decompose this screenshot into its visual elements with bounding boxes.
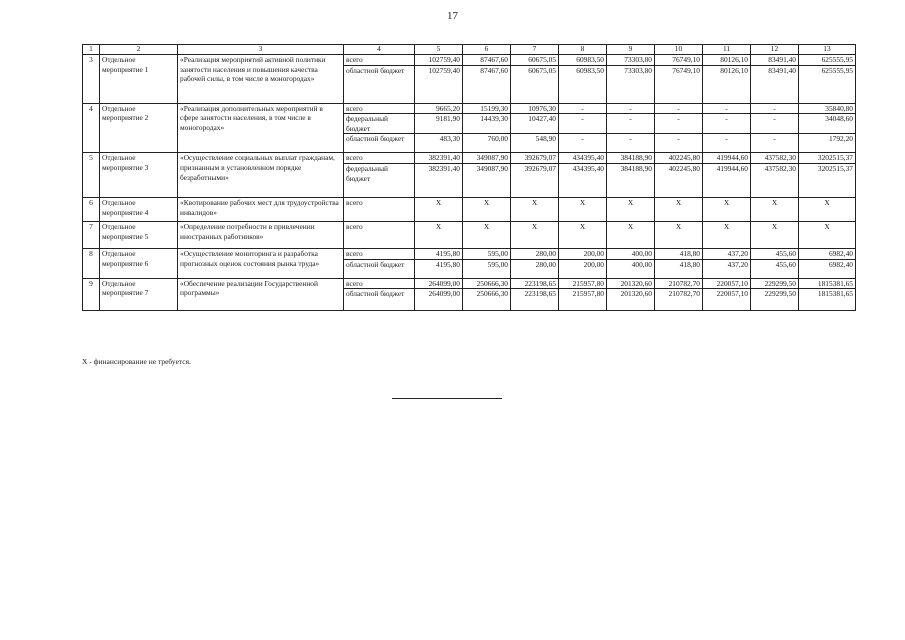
measure-title: «Осуществление социальных выплат гражданам, признанным в установленном порядке безработными» — [178, 153, 344, 198]
amount-cell: - — [751, 103, 799, 114]
amount-cell: 419944,60 — [703, 153, 751, 164]
table-row — [83, 248, 856, 259]
amount-cell: X — [751, 197, 799, 221]
amount-cell: - — [751, 114, 799, 134]
separator-line — [392, 398, 502, 399]
amount-cell: 3202515,37 — [799, 163, 856, 197]
amount-cell: 87467,60 — [463, 55, 511, 66]
amount-cell: 402245,80 — [655, 163, 703, 197]
amount-cell: 455,60 — [751, 248, 799, 259]
amount-cell: 548,90 — [511, 134, 559, 153]
amount-cell: 455,60 — [751, 259, 799, 278]
funding-source: областной бюджет — [344, 134, 415, 153]
amount-cell: 250666,30 — [463, 278, 511, 289]
amount-cell: 9181,90 — [415, 114, 463, 134]
column-header: 12 — [751, 45, 799, 55]
amount-cell: 10976,30 — [511, 103, 559, 114]
amount-cell: 34048,60 — [799, 114, 856, 134]
column-header: 5 — [415, 45, 463, 55]
amount-cell: X — [559, 221, 607, 248]
amount-cell: 73303,80 — [607, 55, 655, 66]
amount-cell: 102759,40 — [415, 65, 463, 103]
amount-cell: 382391,40 — [415, 163, 463, 197]
amount-cell: 223198,65 — [511, 289, 559, 311]
funding-source: федеральный бюджет — [344, 114, 415, 134]
amount-cell: 264099,00 — [415, 278, 463, 289]
funding-source: областной бюджет — [344, 65, 415, 103]
amount-cell: 437,20 — [703, 248, 751, 259]
row-number: 9 — [83, 278, 100, 311]
amount-cell: 6982,40 — [799, 248, 856, 259]
measure-name: Отдельное мероприятие 2 — [100, 103, 178, 153]
measure-name: Отдельное мероприятие 6 — [100, 248, 178, 278]
row-number: 3 — [83, 55, 100, 104]
amount-cell: 400,00 — [607, 259, 655, 278]
amount-cell: 15199,30 — [463, 103, 511, 114]
row-number: 7 — [83, 221, 100, 248]
amount-cell: 3202515,37 — [799, 153, 856, 164]
amount-cell: 349087,90 — [463, 153, 511, 164]
column-header: 3 — [178, 45, 344, 55]
amount-cell: X — [703, 197, 751, 221]
amount-cell: 418,80 — [655, 259, 703, 278]
amount-cell: X — [799, 221, 856, 248]
amount-cell: 437582,30 — [751, 153, 799, 164]
column-header: 1 — [83, 45, 100, 55]
amount-cell: - — [607, 134, 655, 153]
amount-cell: 392679,07 — [511, 163, 559, 197]
funding-source: всего — [344, 103, 415, 114]
amount-cell: 60675,05 — [511, 65, 559, 103]
column-header: 13 — [799, 45, 856, 55]
column-header: 9 — [607, 45, 655, 55]
amount-cell: 625555,95 — [799, 65, 856, 103]
amount-cell: 210782,70 — [655, 289, 703, 311]
amount-cell: 80126,10 — [703, 65, 751, 103]
amount-cell: 10427,40 — [511, 114, 559, 134]
row-number: 6 — [83, 197, 100, 221]
amount-cell: 201320,60 — [607, 289, 655, 311]
amount-cell: X — [607, 221, 655, 248]
amount-cell: - — [655, 103, 703, 114]
amount-cell: X — [463, 197, 511, 221]
amount-cell: 434395,40 — [559, 163, 607, 197]
amount-cell: 1815381,65 — [799, 289, 856, 311]
amount-cell: 200,00 — [559, 259, 607, 278]
amount-cell: - — [559, 103, 607, 114]
amount-cell: 76749,10 — [655, 65, 703, 103]
amount-cell: 223198,65 — [511, 278, 559, 289]
amount-cell: 9665,20 — [415, 103, 463, 114]
header-row — [83, 45, 856, 55]
column-header: 7 — [511, 45, 559, 55]
amount-cell: 60983,50 — [559, 55, 607, 66]
amount-cell: 382391,40 — [415, 153, 463, 164]
amount-cell: 83491,40 — [751, 65, 799, 103]
amount-cell: 402245,80 — [655, 153, 703, 164]
amount-cell: 418,80 — [655, 248, 703, 259]
row-number: 5 — [83, 153, 100, 198]
amount-cell: X — [415, 197, 463, 221]
amount-cell: X — [799, 197, 856, 221]
amount-cell: 1815381,65 — [799, 278, 856, 289]
funding-source: федеральный бюджет — [344, 163, 415, 197]
table-row — [83, 55, 856, 66]
amount-cell: 220057,10 — [703, 278, 751, 289]
column-header: 10 — [655, 45, 703, 55]
amount-cell: X — [511, 197, 559, 221]
table-row — [83, 153, 856, 164]
funding-source: всего — [344, 221, 415, 248]
amount-cell: 215957,80 — [559, 278, 607, 289]
amount-cell: 83491,40 — [751, 55, 799, 66]
row-number: 8 — [83, 248, 100, 278]
column-header: 2 — [100, 45, 178, 55]
amount-cell: X — [703, 221, 751, 248]
amount-cell: 60983,50 — [559, 65, 607, 103]
measure-title: «Квотирование рабочих мест для трудоустройства инвалидов» — [178, 197, 344, 221]
amount-cell: 60675,05 — [511, 55, 559, 66]
amount-cell: 229299,50 — [751, 278, 799, 289]
amount-cell: 280,00 — [511, 248, 559, 259]
amount-cell: 201320,60 — [607, 278, 655, 289]
amount-cell: - — [559, 114, 607, 134]
column-header: 6 — [463, 45, 511, 55]
amount-cell: 384188,90 — [607, 163, 655, 197]
table-row — [83, 197, 856, 221]
measure-title: «Обеспечение реализации Государственной программы» — [178, 278, 344, 311]
amount-cell: - — [703, 114, 751, 134]
amount-cell: 280,00 — [511, 259, 559, 278]
amount-cell: 250666,30 — [463, 289, 511, 311]
amount-cell: - — [559, 134, 607, 153]
amount-cell: 434395,40 — [559, 153, 607, 164]
table-row — [83, 278, 856, 289]
funding-source: всего — [344, 153, 415, 164]
measure-name: Отдельное мероприятие 4 — [100, 197, 178, 221]
amount-cell: 215957,80 — [559, 289, 607, 311]
amount-cell: 349087,90 — [463, 163, 511, 197]
amount-cell: X — [559, 197, 607, 221]
funding-source: всего — [344, 197, 415, 221]
amount-cell: 35840,80 — [799, 103, 856, 114]
amount-cell: 4195,80 — [415, 259, 463, 278]
amount-cell: - — [703, 134, 751, 153]
funding-source: областной бюджет — [344, 259, 415, 278]
amount-cell: 419944,60 — [703, 163, 751, 197]
measure-title: «Реализация мероприятий активной политики занятости населения и повышения качества рабочей силы, в том числе в моногородах» — [178, 55, 344, 104]
amount-cell: X — [511, 221, 559, 248]
page-number: 17 — [447, 10, 458, 22]
amount-cell: X — [607, 197, 655, 221]
amount-cell: 595,00 — [463, 248, 511, 259]
amount-cell: 437,20 — [703, 259, 751, 278]
amount-cell: - — [655, 134, 703, 153]
measure-name: Отдельное мероприятие 1 — [100, 55, 178, 104]
amount-cell: 210782,70 — [655, 278, 703, 289]
amount-cell: 14439,30 — [463, 114, 511, 134]
amount-cell: 87467,60 — [463, 65, 511, 103]
amount-cell: X — [751, 221, 799, 248]
footnote: Х - финансирование не требуется. — [82, 357, 191, 366]
amount-cell: 483,30 — [415, 134, 463, 153]
measure-title: «Определение потребности в привлечении иностранных работников» — [178, 221, 344, 248]
amount-cell: 595,00 — [463, 259, 511, 278]
amount-cell: 384188,90 — [607, 153, 655, 164]
amount-cell: - — [751, 134, 799, 153]
amount-cell: 4195,80 — [415, 248, 463, 259]
amount-cell: X — [655, 221, 703, 248]
amount-cell: 437582,30 — [751, 163, 799, 197]
amount-cell: 220057,10 — [703, 289, 751, 311]
column-header: 11 — [703, 45, 751, 55]
measure-title: «Осуществление мониторинга и разработка прогнозных оценок состояния рынка труда» — [178, 248, 344, 278]
amount-cell: - — [655, 114, 703, 134]
amount-cell: X — [463, 221, 511, 248]
funding-source: всего — [344, 248, 415, 259]
amount-cell: 229299,50 — [751, 289, 799, 311]
amount-cell: X — [655, 197, 703, 221]
measure-name: Отдельное мероприятие 5 — [100, 221, 178, 248]
amount-cell: - — [607, 103, 655, 114]
amount-cell: - — [607, 114, 655, 134]
amount-cell: 400,00 — [607, 248, 655, 259]
measure-name: Отдельное мероприятие 3 — [100, 153, 178, 198]
table-row — [83, 103, 856, 114]
amount-cell: 264099,00 — [415, 289, 463, 311]
amount-cell: 80126,10 — [703, 55, 751, 66]
amount-cell: 76749,10 — [655, 55, 703, 66]
amount-cell: 625555,95 — [799, 55, 856, 66]
funding-source: областной бюджет — [344, 289, 415, 311]
amount-cell: 1792,20 — [799, 134, 856, 153]
amount-cell: 102759,40 — [415, 55, 463, 66]
amount-cell: 200,00 — [559, 248, 607, 259]
amount-cell: - — [703, 103, 751, 114]
column-header: 8 — [559, 45, 607, 55]
amount-cell: X — [415, 221, 463, 248]
column-header: 4 — [344, 45, 415, 55]
measure-title: «Реализация дополнительных мероприятий в сфере занятости населения, в том числе в моногородах» — [178, 103, 344, 153]
amount-cell: 760,00 — [463, 134, 511, 153]
row-number: 4 — [83, 103, 100, 153]
measure-name: Отдельное мероприятие 7 — [100, 278, 178, 311]
funding-table — [82, 44, 856, 311]
funding-source: всего — [344, 278, 415, 289]
amount-cell: 73303,80 — [607, 65, 655, 103]
funding-source: всего — [344, 55, 415, 66]
amount-cell: 392679,07 — [511, 153, 559, 164]
amount-cell: 6982,40 — [799, 259, 856, 278]
table-row — [83, 221, 856, 248]
